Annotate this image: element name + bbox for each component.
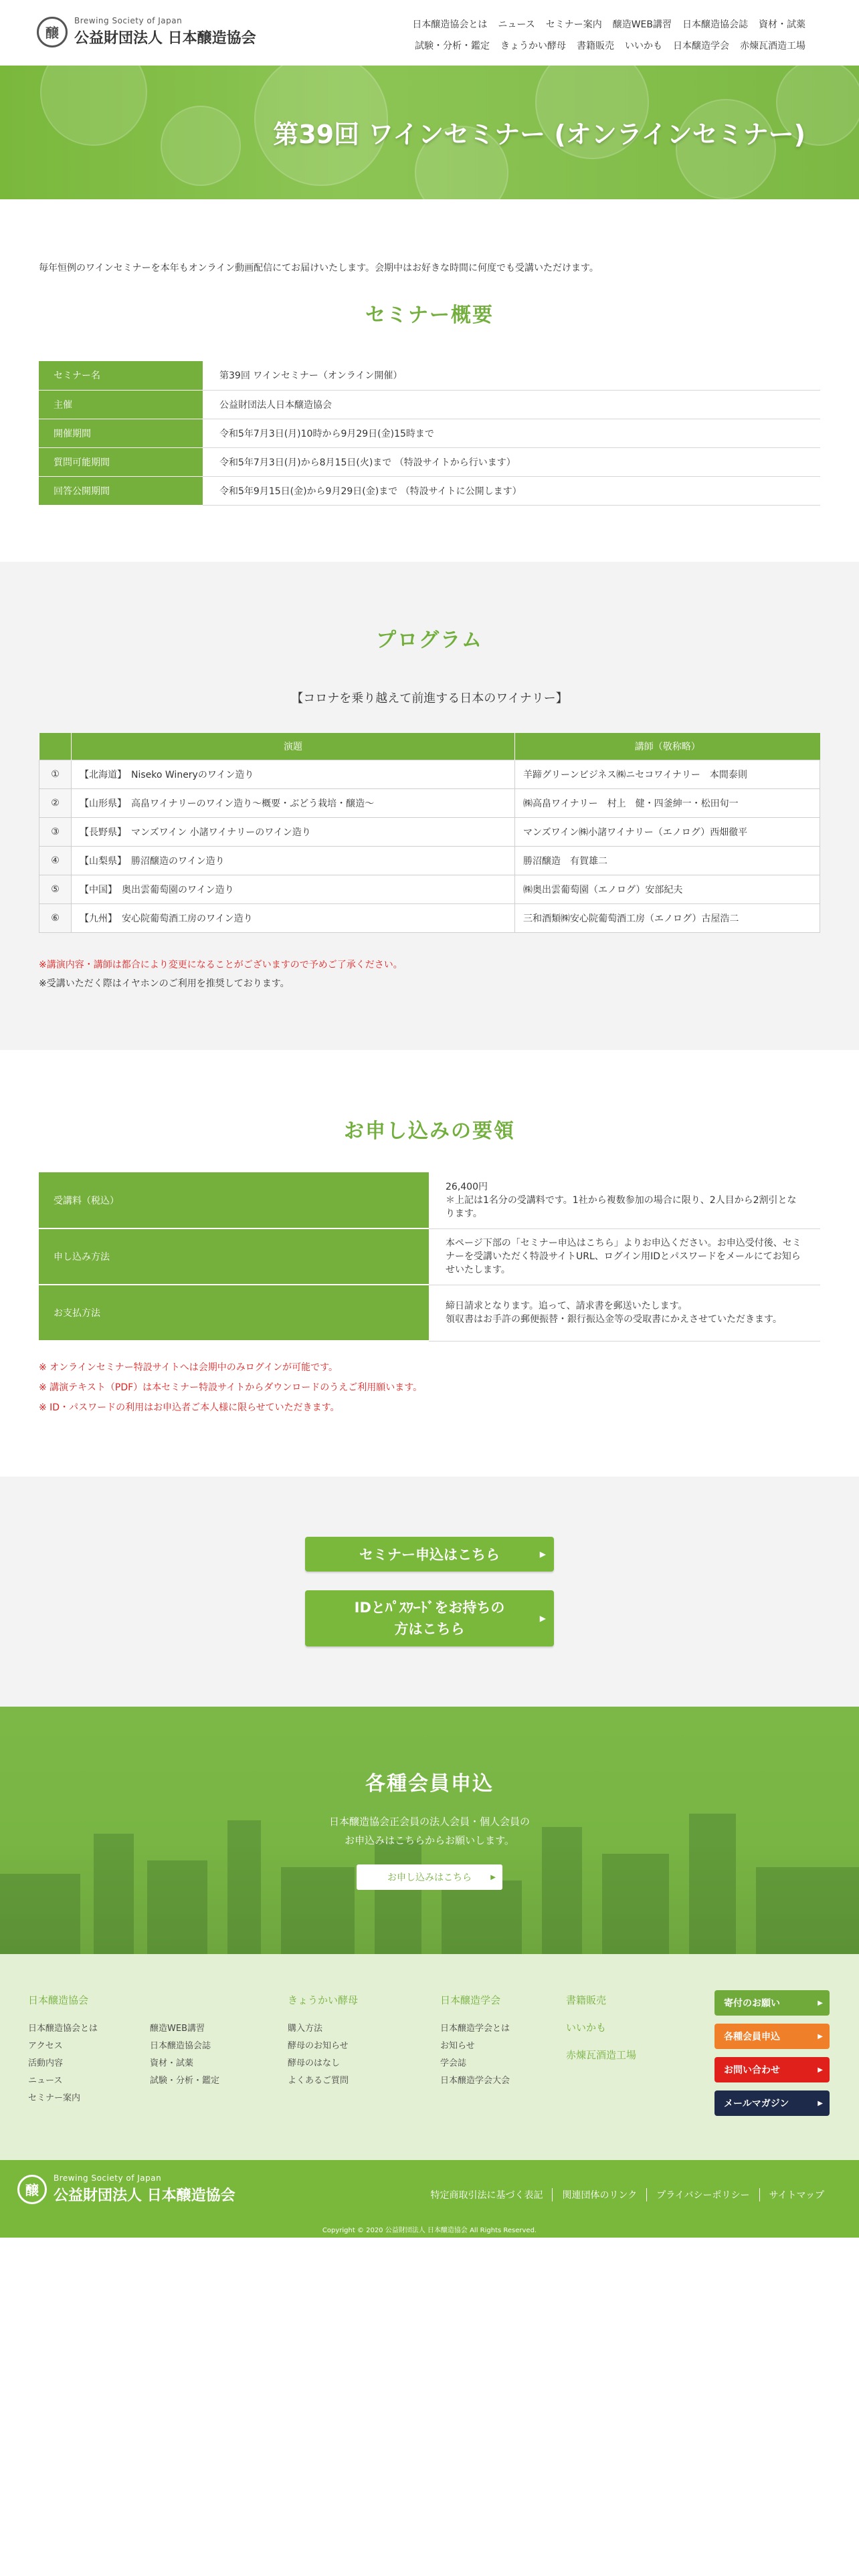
- overview-label: セミナー名: [39, 361, 203, 390]
- logo-title: 公益財団法人 日本醸造協会: [54, 2187, 235, 2204]
- arrow-right-icon: ▶: [490, 1873, 496, 1881]
- row-number: ⑥: [39, 903, 72, 932]
- table-row: [39, 1228, 820, 1285]
- program-note-red: ※講演内容・講師は都合により変更になることがございますので予めご了承ください。: [39, 960, 403, 970]
- contact-button[interactable]: [714, 2057, 830, 2082]
- nav-item[interactable]: 試験・分析・鑑定: [415, 41, 490, 51]
- nav-item[interactable]: セミナー案内: [545, 19, 602, 30]
- lecture-title: 【九州】 安心院葡萄酒工房のワイン造り: [72, 903, 515, 932]
- table-row: [39, 788, 820, 817]
- footer-col-other: [566, 1993, 636, 2075]
- table-row: [39, 390, 820, 419]
- apply-value: 本ページ下部の「セミナー申込はこちら」よりお申込ください。お申込受付後、セミナーを受講いただく特設サイトURL、ログイン用IDとパスワードをメールにてお知らせいたします。: [429, 1228, 820, 1285]
- copyright: Copyright © 2020 公益財団法人 日本醸造協会 All Rights Reserved.: [322, 2227, 537, 2234]
- footer-bottom-link[interactable]: プライバシーポリシー: [646, 2188, 759, 2202]
- city-silhouette: [442, 1881, 522, 1954]
- logo-subtitle: Brewing Society of Japan: [74, 16, 183, 25]
- row-number: ④: [39, 846, 72, 875]
- footer-bottom-link[interactable]: 特定商取引法に基づく表記: [430, 2190, 543, 2201]
- city-silhouette: [375, 1840, 421, 1954]
- footer-col-association: [28, 1993, 219, 2107]
- col-speaker: 講師（敬称略）: [515, 733, 820, 760]
- overview-title: セミナー概要: [365, 304, 494, 327]
- newsletter-label: メールマガジン: [724, 2099, 789, 2109]
- program-title: プログラム: [376, 629, 483, 652]
- decorative-bubble: [40, 66, 147, 146]
- apply-note: ※ 講演テキスト（PDF）は本セミナー特設サイトからダウンロードのうえご利用願います。: [39, 1382, 423, 1393]
- overview-value: 第39回 ワインセミナー（オンライン開催）: [203, 361, 820, 390]
- row-number: ②: [39, 788, 72, 817]
- nav-row-1: [337, 17, 805, 31]
- overview-label: 主催: [39, 390, 203, 419]
- footer-link[interactable]: 学会誌: [440, 2058, 467, 2068]
- apply-table: [39, 1172, 820, 1341]
- col-title: 演題: [72, 733, 515, 760]
- footer-link[interactable]: 活動内容: [28, 2058, 64, 2068]
- nav-item[interactable]: 日本醸造協会とは: [412, 19, 488, 30]
- lecture-speaker: 勝沼醸造 有賀雄二: [515, 846, 820, 875]
- footer-heading[interactable]: 赤煉瓦酒造工場: [566, 2049, 637, 2061]
- nav-item[interactable]: 赤煉瓦酒造工場: [740, 41, 805, 51]
- program-table: [39, 733, 820, 933]
- donation-button[interactable]: [714, 1990, 830, 2016]
- footer-col-society: [440, 1993, 510, 2090]
- main-nav: [337, 17, 805, 60]
- nav-item[interactable]: ニュース: [498, 19, 535, 30]
- member-title: 各種会員申込: [365, 1772, 494, 1796]
- lecture-title: 【中国】 奥出雲葡萄園のワイン造り: [72, 875, 515, 903]
- lecture-speaker: マンズワイン㈱小諸ワイナリー（エノログ）西畑徹平: [515, 817, 820, 846]
- footer-bottom-link[interactable]: 関連団体のリンク: [552, 2188, 646, 2202]
- decorative-bubble: [161, 106, 241, 186]
- logo-mark-icon: 醸: [17, 2175, 47, 2204]
- logo-title: 公益財団法人 日本醸造協会: [74, 30, 256, 47]
- footer-link[interactable]: アクセス: [28, 2041, 63, 2051]
- member-signup-label: 各種会員申込: [724, 2032, 780, 2042]
- city-silhouette: [94, 1834, 134, 1954]
- arrow-right-icon: ▶: [818, 1999, 823, 2007]
- footer-heading[interactable]: 日本醸造学会: [440, 1994, 501, 2006]
- footer-link[interactable]: 日本醸造協会とは: [28, 2024, 98, 2034]
- table-row: [39, 447, 820, 476]
- table-header: [39, 733, 820, 760]
- footer-link[interactable]: 酵母のお知らせ: [288, 2041, 349, 2051]
- member-signup-button[interactable]: [714, 2024, 830, 2049]
- lecture-speaker: 羊蹄グリーンビジネス㈱ニセコワイナリー 本間泰則: [515, 760, 820, 788]
- row-number: ①: [39, 760, 72, 788]
- table-row: [39, 846, 820, 875]
- seminar-apply-label: セミナー申込はこちら: [359, 1547, 500, 1563]
- member-desc-line2: お申込みはこちらからお願いします。: [345, 1834, 514, 1846]
- footer-bottom-link[interactable]: サイトマップ: [759, 2188, 834, 2202]
- lecture-title: 【北海道】 Niseko Wineryのワイン造り: [72, 760, 515, 788]
- col-num: [39, 733, 72, 760]
- footer-link[interactable]: 資材・試薬: [150, 2058, 194, 2068]
- row-number: ⑤: [39, 875, 72, 903]
- footer-link[interactable]: 日本醸造学会大会: [440, 2076, 510, 2086]
- nav-item[interactable]: きょうかい酵母: [500, 41, 566, 51]
- lecture-speaker: 三和酒類㈱安心院葡萄酒工房（エノログ）古屋浩二: [515, 903, 820, 932]
- footer-heading[interactable]: きょうかい酵母: [288, 1994, 359, 2006]
- footer-heading[interactable]: 日本醸造協会: [28, 1994, 89, 2006]
- table-row: [39, 1172, 820, 1228]
- overview-value: 令和5年9月15日(金)から9月29日(金)まで （特設サイトに公開します）: [203, 476, 820, 505]
- hero-banner: [0, 66, 859, 199]
- overview-label: 質問可能期間: [39, 447, 203, 476]
- apply-title: お申し込みの要領: [344, 1119, 515, 1143]
- nav-item[interactable]: 書籍販売: [577, 41, 614, 51]
- table-row: [39, 419, 820, 447]
- apply-label: お支払方法: [39, 1285, 429, 1341]
- footer-logo[interactable]: [17, 2173, 235, 2205]
- lecture-speaker: ㈱高畠ワイナリー 村上 健・四釜紳一・松田旬一: [515, 788, 820, 817]
- footer-link[interactable]: よくあるご質問: [288, 2076, 349, 2086]
- footer-heading[interactable]: 書籍販売: [566, 1994, 607, 2006]
- apply-note: ※ オンラインセミナー特設サイトへは会期中のみログインが可能です。: [39, 1362, 338, 1373]
- logo-subtitle: Brewing Society of Japan: [54, 2173, 162, 2183]
- arrow-right-icon: ▶: [818, 2099, 823, 2107]
- overview-label: 開催期間: [39, 419, 203, 447]
- footer-bottom-links: [421, 2188, 834, 2202]
- table-row: [39, 1285, 820, 1341]
- table-row: [39, 476, 820, 505]
- program-subtitle: 【コロナを乗り越えて前進する日本のワイナリー】: [291, 691, 568, 706]
- arrow-right-icon: ▶: [539, 1549, 546, 1559]
- footer-link[interactable]: セミナー案内: [28, 2093, 81, 2103]
- logo-mark-icon: 醸: [37, 17, 68, 47]
- table-row: [39, 875, 820, 903]
- seminar-apply-button[interactable]: [305, 1537, 554, 1572]
- nav-item[interactable]: 醸造WEB講習: [612, 19, 672, 30]
- footer-link[interactable]: お知らせ: [440, 2041, 475, 2051]
- row-number: ③: [39, 817, 72, 846]
- footer-link[interactable]: 醸造WEB講習: [150, 2024, 205, 2034]
- contact-label: お問い合わせ: [724, 2065, 780, 2076]
- arrow-right-icon: ▶: [818, 2032, 823, 2040]
- overview-value: 令和5年7月3日(月)10時から9月29日(金)15時まで: [203, 419, 820, 447]
- nav-row-2: [337, 39, 805, 52]
- member-desc-line1: 日本醸造協会正会員の法人会員・個人会員の: [328, 1816, 530, 1828]
- login-label-line1: IDとﾊﾟｽﾜｰﾄﾞをお持ちの: [354, 1600, 505, 1616]
- overview-value: 公益財団法人日本醸造協会: [203, 390, 820, 419]
- site-logo[interactable]: [37, 16, 256, 47]
- arrow-right-icon: ▶: [539, 1614, 546, 1623]
- lecture-title: 【山形県】 高畠ワイナリーのワイン造り〜概要・ぶどう栽培・醸造〜: [72, 788, 515, 817]
- donation-label: 寄付のお願い: [724, 1998, 780, 2009]
- arrow-right-icon: ▶: [818, 2066, 823, 2074]
- overview-table: [39, 361, 820, 506]
- site-header: [0, 0, 859, 66]
- footer-link[interactable]: 日本醸造協会誌: [150, 2041, 211, 2051]
- overview-label: 回答公開期間: [39, 476, 203, 505]
- apply-value: 26,400円 ＊上記は1名分の受講料です。1社から複数参加の場合に限り、2人目から2割引となります。: [429, 1172, 820, 1228]
- apply-note: ※ ID・パスワードの利用はお申込者ご本人様に限らせていただきます。: [39, 1402, 340, 1413]
- nav-item[interactable]: 日本醸造学会: [673, 41, 729, 51]
- footer-link[interactable]: 購入方法: [288, 2024, 323, 2034]
- site-footer: [0, 1954, 859, 2160]
- apply-label: 受講料（税込）: [39, 1172, 429, 1228]
- login-button[interactable]: [305, 1590, 554, 1646]
- overview-value: 令和5年7月3日(月)から8月15日(火)まで （特設サイトから行います）: [203, 447, 820, 476]
- nav-item[interactable]: いいかも: [625, 41, 662, 51]
- intro-text: 毎年恒例のワインセミナーを本年もオンライン動画配信にてお届けいたします。会期中はお好きな時間に何度でも受講いただけます。: [39, 263, 599, 274]
- city-silhouette: [602, 1854, 669, 1954]
- apply-value: 締日請求となります。追って、請求書を郵送いたします。 領収書はお手許の郵便振替・銀行振込金等の受取書にかえさせていただきます。: [429, 1285, 820, 1341]
- footer-link[interactable]: ニュース: [28, 2076, 63, 2086]
- footer-heading[interactable]: いいかも: [566, 2022, 607, 2034]
- member-apply-label: お申し込みはこちら: [387, 1872, 472, 1883]
- table-row: [39, 817, 820, 846]
- member-apply-button[interactable]: [357, 1864, 502, 1890]
- login-label-line2: 方はこちら: [394, 1621, 465, 1637]
- member-banner: [0, 1707, 859, 1954]
- table-row: [39, 760, 820, 788]
- lecture-title: 【長野県】 マンズワイン 小諸ワイナリーのワイン造り: [72, 817, 515, 846]
- table-row: [39, 903, 820, 932]
- nav-item[interactable]: 日本醸造協会誌: [682, 19, 748, 30]
- lecture-speaker: ㈱奥出雲葡萄園（エノログ）安部紀夫: [515, 875, 820, 903]
- footer-link[interactable]: 酵母のはなし: [288, 2058, 341, 2068]
- city-silhouette: [756, 1867, 859, 1954]
- table-row: [39, 361, 820, 390]
- program-note: ※受講いただく際はイヤホンのご利用を推奨しております。: [39, 978, 290, 989]
- footer-link[interactable]: 試験・分析・鑑定: [150, 2076, 220, 2086]
- member-description: [0, 1812, 859, 1850]
- city-silhouette: [281, 1867, 355, 1954]
- city-silhouette: [147, 1860, 207, 1954]
- footer-link[interactable]: 日本醸造学会とは: [440, 2024, 510, 2034]
- newsletter-button[interactable]: [714, 2090, 830, 2116]
- apply-label: 申し込み方法: [39, 1228, 429, 1285]
- footer-bar: [0, 2160, 859, 2238]
- nav-item[interactable]: 資材・試薬: [759, 19, 805, 30]
- city-silhouette: [0, 1874, 80, 1954]
- footer-col-yeast: [288, 1993, 358, 2090]
- page-title: 第39回 ワインセミナー (オンラインセミナー): [273, 120, 805, 149]
- lecture-title: 【山梨県】 勝沼醸造のワイン造り: [72, 846, 515, 875]
